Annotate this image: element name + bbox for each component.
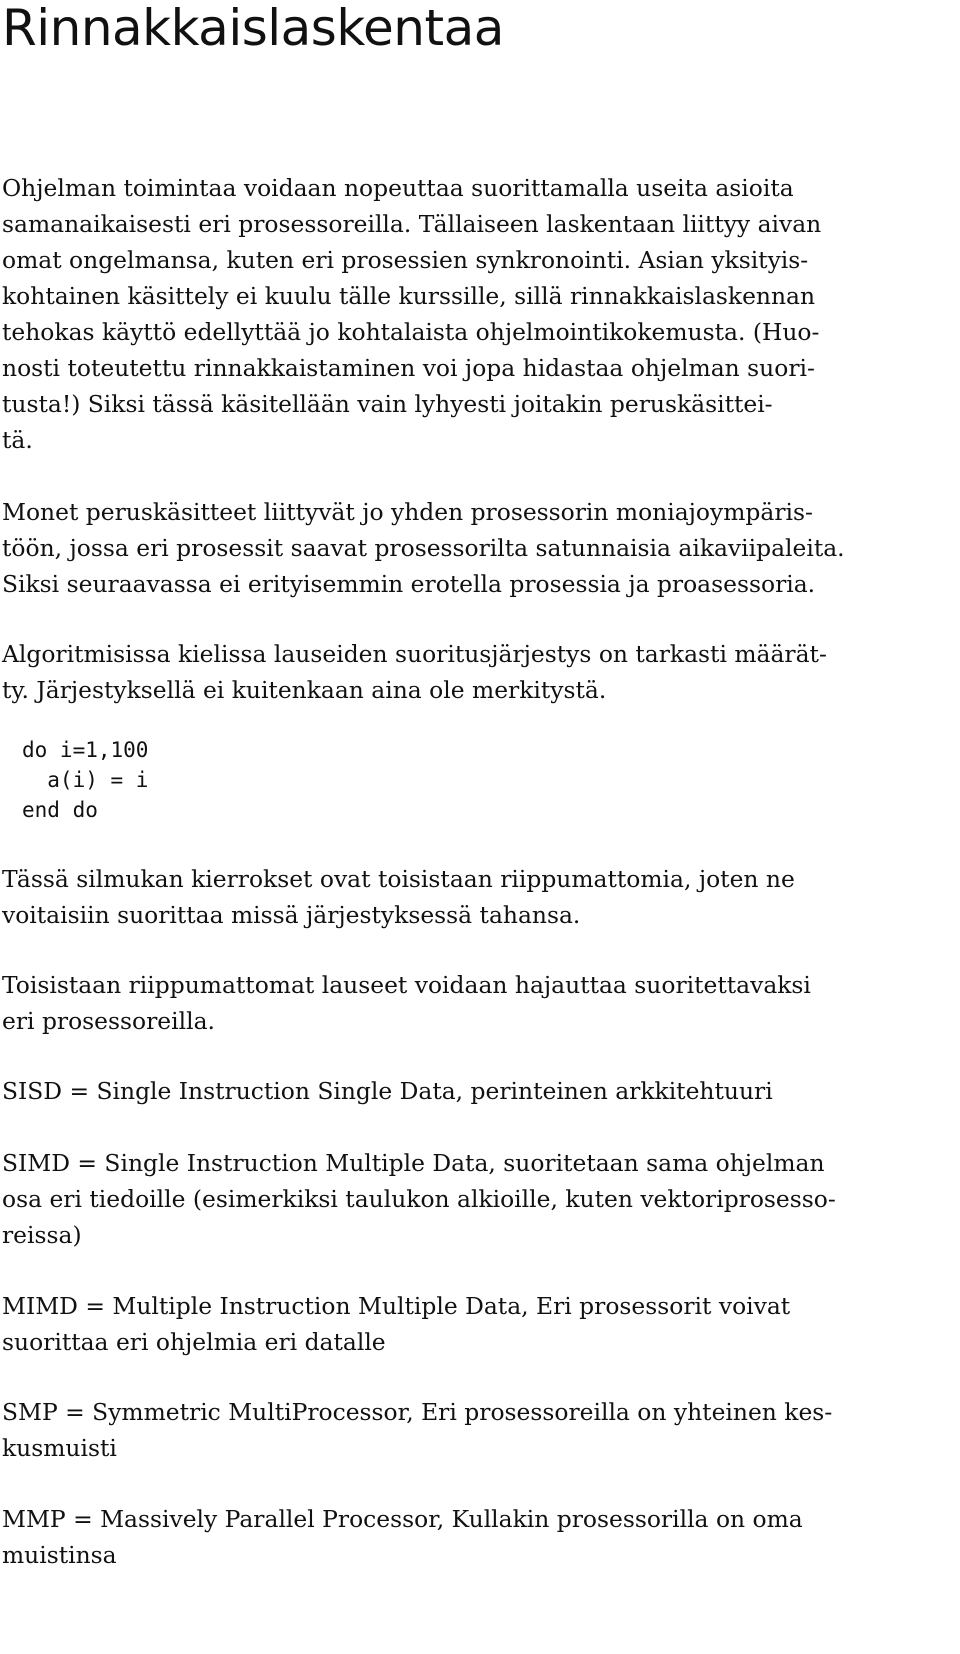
code-line: end do: [22, 798, 98, 822]
text-line: MIMD = Multiple Instruction Multiple Data, Eri prosessorit voivat: [2, 1292, 791, 1320]
text-line: SIMD = Single Instruction Multiple Data, suoritetaan sama ohjelman: [2, 1149, 825, 1177]
text-line: Algoritmisissa kielissa lauseiden suoritusjärjestys on tarkasti määrät-: [2, 640, 827, 668]
page-title: Rinnakkaislaskentaa: [2, 0, 504, 57]
text-line: töön, jossa eri prosessit saavat prosessorilta satunnaisia aikaviipaleita.: [2, 534, 845, 562]
text-line: kohtainen käsittely ei kuulu tälle kurssille, sillä rinnakkaislaskennan: [2, 282, 816, 310]
text-line: osa eri tiedoille (esimerkiksi taulukon alkioille, kuten vektoriprosesso-: [2, 1185, 836, 1213]
text-line: tusta!) Siksi tässä käsitellään vain lyhyesti joitakin peruskäsittei-: [2, 390, 773, 418]
text-line: SISD = Single Instruction Single Data, perinteinen arkkitehtuuri: [2, 1077, 773, 1105]
text-line: tä.: [2, 426, 33, 454]
text-line: Monet peruskäsitteet liittyvät jo yhden prosessorin moniajoympäris-: [2, 498, 813, 526]
text-line: MMP = Massively Parallel Processor, Kullakin prosessorilla on oma: [2, 1505, 803, 1533]
text-line: voitaisiin suorittaa missä järjestyksessä tahansa.: [2, 901, 581, 929]
code-line: do i=1,100: [22, 738, 149, 762]
text-line: Tässä silmukan kierrokset ovat toisistaan riippumattomia, joten ne: [2, 865, 795, 893]
text-line: kusmuisti: [2, 1434, 117, 1462]
text-line: suorittaa eri ohjelmia eri datalle: [2, 1328, 386, 1356]
text-line: Siksi seuraavassa ei erityisemmin erotella prosessia ja proasessoria.: [2, 570, 816, 598]
code-line: a(i) = i: [22, 768, 149, 792]
text-line: tehokas käyttö edellyttää jo kohtalaista ohjelmointikokemusta. (Huo-: [2, 318, 820, 346]
text-line: reissa): [2, 1221, 82, 1249]
text-line: nosti toteutettu rinnakkaistaminen voi jopa hidastaa ohjelman suori-: [2, 354, 815, 382]
text-line: ty. Järjestyksellä ei kuitenkaan aina ole merkitystä.: [2, 676, 607, 704]
text-line: SMP = Symmetric MultiProcessor, Eri prosessoreilla on yhteinen kes-: [2, 1398, 833, 1426]
text-line: eri prosessoreilla.: [2, 1007, 215, 1035]
text-line: omat ongelmansa, kuten eri prosessien synkronointi. Asian yksityis-: [2, 246, 809, 274]
text-line: Ohjelman toimintaa voidaan nopeuttaa suorittamalla useita asioita: [2, 174, 794, 202]
text-line: samanaikaisesti eri prosessoreilla. Tällaiseen laskentaan liittyy aivan: [2, 210, 822, 238]
text-line: muistinsa: [2, 1541, 117, 1569]
text-line: Toisistaan riippumattomat lauseet voidaan hajauttaa suoritettavaksi: [2, 971, 811, 999]
